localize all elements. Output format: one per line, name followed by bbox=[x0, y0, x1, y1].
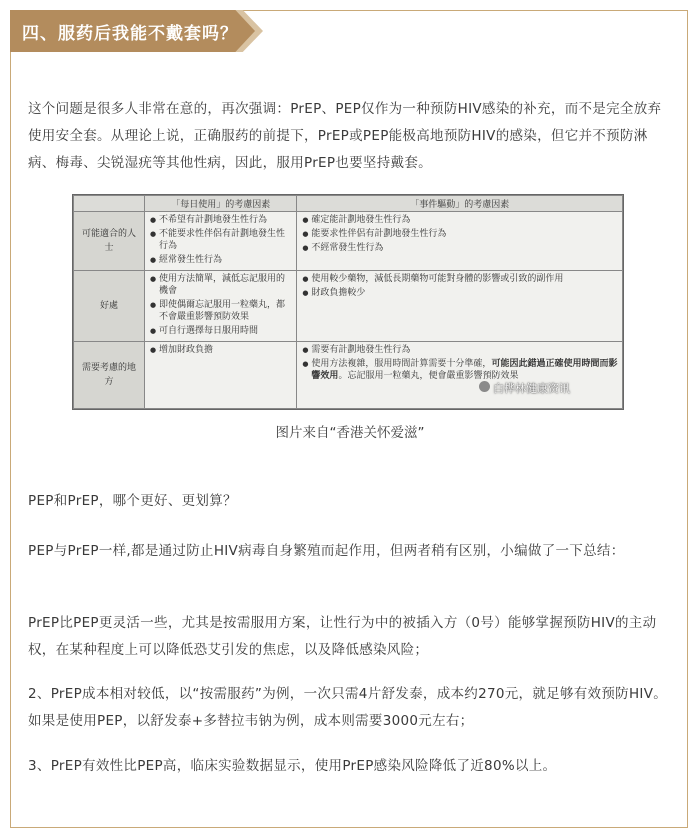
section-title: 四、服药后我能不戴套吗？ bbox=[22, 24, 238, 44]
list-item bbox=[311, 358, 618, 382]
table-cell bbox=[297, 212, 623, 271]
list-item-text: 使用方法複雜，服用時間計算需要十分準確， bbox=[311, 359, 492, 369]
table-cell bbox=[145, 271, 297, 342]
list-item: ● 財政負擔較少 bbox=[311, 287, 618, 299]
paragraph-condom: 这个问题是很多人非常在意的，再次强调：PrEP、PEP仅作为一种预防HIV感染的补充，而不是完全放弃使用安全套。从理论上说，正确服药的前提下，PrEP或PEP能极高地预防HIV的感染，但它并不预防淋病、梅毒、尖锐湿疣等其他性病，因此，服用PrEP也要坚持戴套。 bbox=[28, 101, 662, 171]
list-item: ● 經常發生性行為 bbox=[159, 254, 292, 266]
paragraph-question: PEP和PrEP，哪个更好、更划算？ bbox=[28, 493, 237, 509]
list-item: ● 需要有計劃地發生性行為 bbox=[311, 344, 618, 356]
list-item: ● 增加財政負擔 bbox=[159, 344, 292, 356]
list-item: ● 不經常發生性行為 bbox=[311, 242, 618, 254]
table-header-event: 「事件驅動」的考慮因素 bbox=[297, 196, 623, 212]
table-corner bbox=[74, 196, 145, 212]
list-item: ● 即使偶爾忘記服用一粒藥丸，都不會嚴重影響預防效果 bbox=[159, 299, 292, 323]
list-item: ● 確定能計劃地發生性行為 bbox=[311, 214, 618, 226]
table-cell bbox=[145, 212, 297, 271]
paragraph-point-1: PrEP比PEP更灵活一些，尤其是按需服用方案，让性行为中的被插入方（0号）能够掌握预防HIV的主动权，在某种程度上可以降低恐艾引发的焦虑，以及降低感染风险； bbox=[28, 615, 657, 658]
list-item: ● 不希望有計劃地發生性行為 bbox=[159, 214, 292, 226]
list-item: ● 使用較少藥物，減低長期藥物可能對身體的影響或引致的副作用 bbox=[311, 273, 618, 285]
paragraph-point-2: 2、PrEP成本相对较低，以“按需服药”为例，一次只需4片舒发泰，成本约270元，就足够有效预防HIV。如果是使用PEP，以舒发泰+多替拉韦钠为例，成本则需要3000元左右； bbox=[28, 686, 668, 729]
watermark: 白桦林健康资讯 bbox=[493, 382, 570, 395]
row-label-benefits: 好處 bbox=[74, 271, 145, 342]
paragraph-point-3: 3、PrEP有效性比PEP高，临床实验数据显示，使用PrEP感染风险降低了近80%以上。 bbox=[28, 758, 557, 774]
list-item-bold-text: 可能因此錯過正確使用時間而影響效用 bbox=[311, 359, 618, 381]
list-item: ● 使用方法簡單，減低忘記服用的機會 bbox=[159, 273, 292, 297]
comparison-table-image bbox=[72, 194, 624, 410]
image-caption: 图片来自“香港关怀爱滋” bbox=[275, 425, 425, 441]
list-item-text: 。忘記服用一粒藥丸，便會嚴重影響預防效果 bbox=[338, 371, 519, 381]
table-cell bbox=[145, 342, 297, 409]
row-label-considerations: 需要考慮的地方 bbox=[74, 342, 145, 409]
list-item: ● 可自行選擇每日服用時間 bbox=[159, 325, 292, 337]
table-header-daily: 「每日使用」的考慮因素 bbox=[145, 196, 297, 212]
table-cell bbox=[297, 342, 623, 409]
paragraph-summary-intro: PEP与PrEP一样,都是通过防止HIV病毒自身繁殖而起作用，但两者稍有区别，小编做了一下总结： bbox=[28, 543, 625, 559]
wechat-icon bbox=[479, 381, 490, 392]
list-item: ● 能要求性伴侶有計劃地發生性行為 bbox=[311, 228, 618, 240]
table-cell bbox=[297, 271, 623, 342]
row-label-suitable: 可能適合的人士 bbox=[74, 212, 145, 271]
list-item: ● 不能要求性伴侶有計劃地發生性行為 bbox=[159, 228, 292, 252]
comparison-table bbox=[73, 195, 623, 409]
